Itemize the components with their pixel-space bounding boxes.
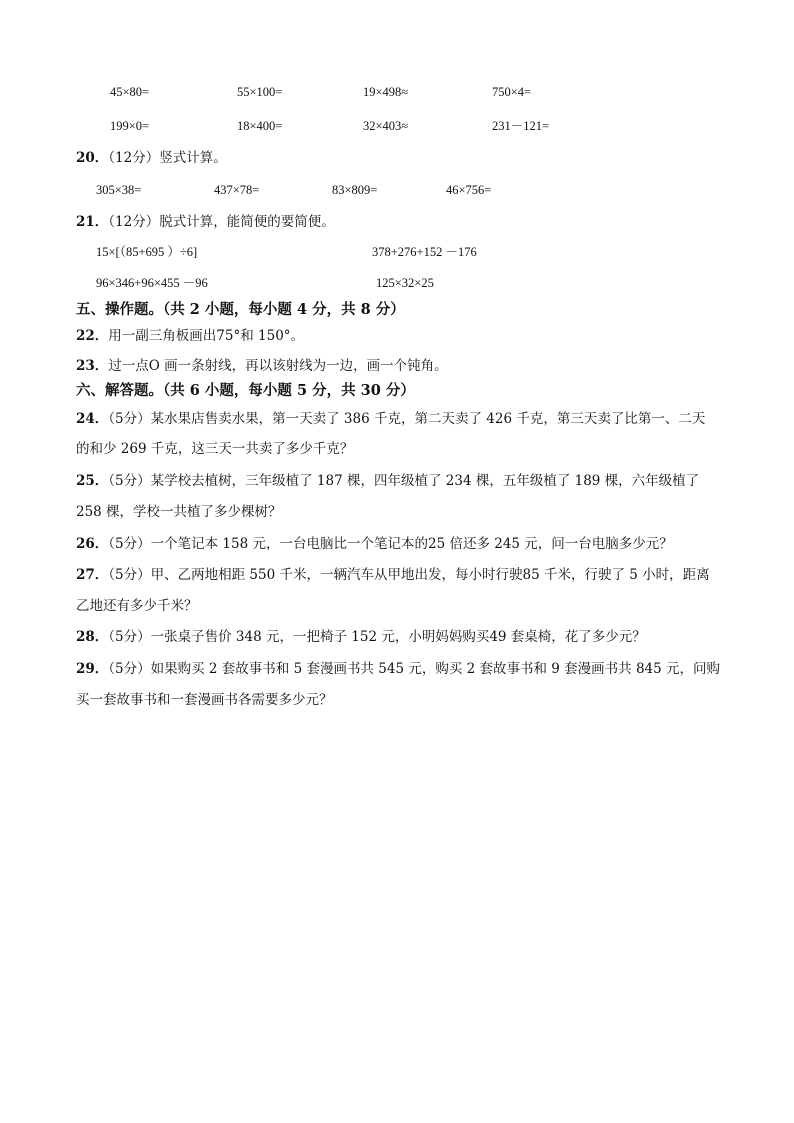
oral-calc-item: 32×403≈ xyxy=(363,119,409,133)
question-number: 26． xyxy=(76,536,109,552)
question-text: （5分）一张桌子售价 348 元，一把椅子 152 元，小明妈妈购买49 套桌椅，花了多少元？ xyxy=(108,629,646,645)
question-number: 20． xyxy=(76,150,109,166)
question-number: 22． xyxy=(76,328,109,344)
question-24-continued: 的和少 269 千克，这三天一共卖了多少千克？ xyxy=(76,441,354,457)
question-20 xyxy=(76,148,227,168)
question-text: 用一副三角板画出75°和 150°。 xyxy=(108,328,305,344)
question-number: 25． xyxy=(76,473,109,489)
question-number: 21． xyxy=(76,214,109,230)
question-number: 24． xyxy=(76,411,109,427)
question-23 xyxy=(76,356,448,376)
question-29 xyxy=(76,659,720,679)
question-24 xyxy=(76,409,705,429)
question-text: （12分）脱式计算，能简便的要简便。 xyxy=(108,214,335,230)
question-number: 23． xyxy=(76,358,109,374)
question-29-continued: 买一套故事书和一套漫画书各需要多少元？ xyxy=(76,692,333,708)
question-25 xyxy=(76,471,699,491)
calc-item: 125×32×25 xyxy=(376,276,434,290)
calc-item: 83×809= xyxy=(332,183,378,197)
question-28 xyxy=(76,627,646,647)
question-number: 28． xyxy=(76,629,109,645)
section-6-heading: 六、解答题。（共 6 小题，每小题 5 分，共 30 分） xyxy=(76,382,415,399)
oral-calc-item: 750×4= xyxy=(492,85,532,99)
question-27 xyxy=(76,565,710,585)
question-21 xyxy=(76,212,335,232)
question-22 xyxy=(76,326,304,346)
oral-calc-item: 19×498≈ xyxy=(363,85,409,99)
calc-item: 305×38= xyxy=(96,183,142,197)
question-text: （12分）竖式计算。 xyxy=(108,150,227,166)
calc-item: 46×756= xyxy=(446,183,492,197)
oral-calc-item: 18×400= xyxy=(237,119,283,133)
question-text: （5分）某水果店售卖水果，第一天卖了 386 千克，第二天卖了 426 千克，第三天卖了比第一、二天 xyxy=(108,411,706,427)
question-25-continued: 258 棵，学校一共植了多少棵树？ xyxy=(76,504,282,520)
calc-item: 437×78= xyxy=(214,183,260,197)
question-26 xyxy=(76,534,673,554)
calc-item: 15×[（85+695 ）÷6] xyxy=(96,245,198,259)
section-5-heading: 五、操作题。（共 2 小题，每小题 4 分，共 8 分） xyxy=(76,301,405,318)
question-text: （5分）甲、乙两地相距 550 千米，一辆汽车从甲地出发，每小时行驶85 千米，行驶了 5 小时，距离 xyxy=(108,567,710,583)
question-text: 过一点O 画一条射线，再以该射线为一边，画一个钝角。 xyxy=(108,358,448,374)
question-text: （5分）某学校去植树，三年级植了 187 棵，四年级植了 234 棵，五年级植了 189 棵，六年级植了 xyxy=(108,473,700,489)
oral-calc-item: 231－121= xyxy=(492,119,550,133)
question-text: （5分）一个笔记本 158 元，一台电脑比一个笔记本的25 倍还多 245 元，问一台电脑多少元？ xyxy=(108,536,673,552)
question-27-continued: 乙地还有多少千米？ xyxy=(76,598,198,614)
calc-item: 378+276+152 －176 xyxy=(372,245,477,259)
oral-calc-item: 45×80= xyxy=(110,85,150,99)
question-number: 27． xyxy=(76,567,109,583)
oral-calc-item: 55×100= xyxy=(237,85,283,99)
question-number: 29． xyxy=(76,661,109,677)
oral-calc-item: 199×0= xyxy=(110,119,150,133)
question-text: （5分）如果购买 2 套故事书和 5 套漫画书共 545 元，购买 2 套故事书和 9 套漫画书共 845 元，问购 xyxy=(108,661,721,677)
calc-item: 96×346+96×455 －96 xyxy=(96,276,208,290)
